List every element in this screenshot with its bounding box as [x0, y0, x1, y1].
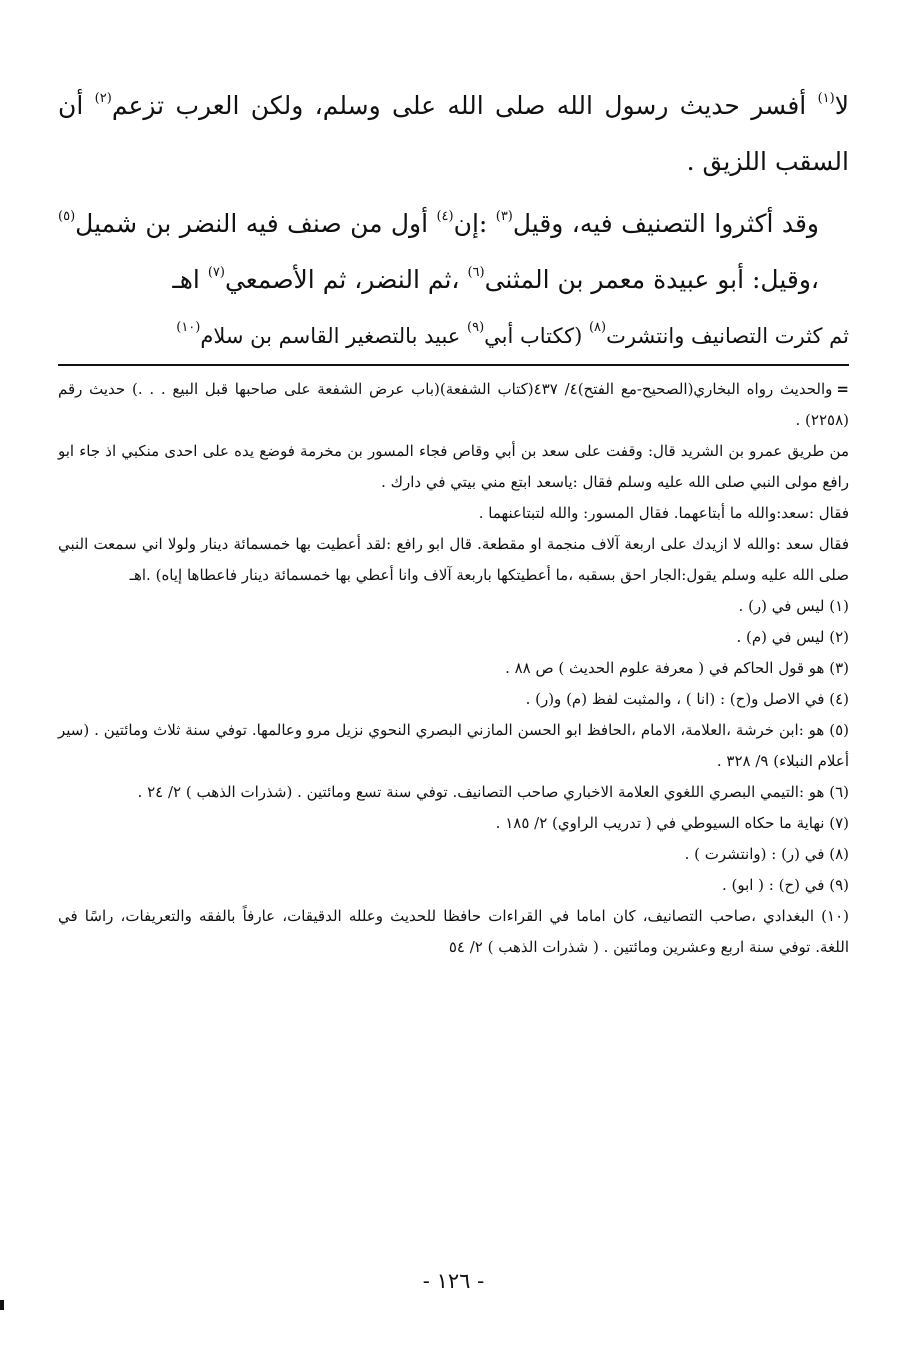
footnote-2 — [58, 622, 849, 653]
footnote-continuation — [58, 374, 849, 436]
footnote-ref-9: (٩) — [467, 320, 485, 335]
footnote-text: (٩) في (ح) : ( ابو) . — [721, 876, 849, 894]
text-run: (ككتاب أبي — [484, 324, 589, 348]
footnote-7 — [58, 808, 849, 839]
footnote-ref-8: (٨) — [588, 320, 607, 335]
text-run: ،ثم النضر، ثم الأصمعي — [224, 265, 468, 294]
text-run: أن السقب اللزيق . — [58, 91, 849, 176]
footnote-ref-2: (٢) — [94, 91, 112, 106]
footnote-ref-10: (١٠) — [176, 320, 201, 335]
text-run: ثم كثرت التصانيف وانتشرت — [606, 324, 849, 348]
page-number: - ١٢٦ - — [422, 1269, 485, 1293]
footnote-ref-5: (٥) — [58, 209, 76, 224]
text-run: ،وقيل: أبو عبيدة معمر بن المثنى — [484, 265, 819, 294]
footnote-9 — [58, 870, 849, 901]
text-run: وقد أكثروا التصنيف فيه، وقيل — [512, 209, 819, 238]
footnote-text: فقال :سعد:والله ما أبتاعهما. فقال المسور: والله لتبتاعنهما . — [478, 504, 849, 522]
footnote-text: فقال سعد :والله لا ازيدك على اربعة آلاف منجمة او مقطعة. قال ابو رافع :لقد أعطيت بها خمسمائة دينار ولولا اني سمعت النبي صلى الله عليه وسلم يقول:الجار احق بسقبه ،ما أعطيتكها باربعة آلاف وانا أعطي بها خمسمائة دينار فاعطاها إياه) .اهـ — [58, 535, 849, 584]
book-page — [58, 78, 849, 1307]
footnote-text: والحديث رواه البخاري(الصحيح-مع الفتح)٤/ ٤٣٧(كتاب الشفعة)(باب عرض الشفعة على صاحبها قبل البيع . . .) حديث رقم (٢٢٥٨) . — [58, 380, 849, 429]
footnote-ref-4: (٤) — [436, 209, 454, 224]
text-run: أفسر حديث رسول الله صلى الله على وسلم، ولكن العرب تزعم — [111, 91, 818, 120]
footnote-text: (٥) هو :ابن خرشة ،العلامة، الامام ،الحافظ ابو الحسن المازني البصري النحوي نزيل مرو وعالمها. توفي سنة ثلاث ومائتين . (سير أعلام النبلاء) ٩/ ٣٢٨ . — [58, 721, 849, 770]
footnote-text: (٨) في (ر) : (وانتشرت ) . — [684, 845, 849, 863]
footnote-continuation — [58, 498, 849, 529]
footnote-3 — [58, 653, 849, 684]
text-run: لا — [834, 91, 849, 120]
text-run: عبيد بالتصغير القاسم بن سلام — [200, 324, 467, 348]
footnote-ref-1: (١) — [817, 91, 835, 106]
footnote-text: (٣) هو قول الحاكم في ( معرفة علوم الحديث ) ص ٨٨ . — [505, 659, 849, 677]
footnotes — [58, 374, 849, 963]
footnote-text: من طريق عمرو بن الشريد قال: وقفت على سعد بن أبي وقاص فجاء المسور بن مخرمة فوضع يده على احدى منكبي اذ جاء ابو رافع مولى النبي صلى الله عليه وسلم فقال :ياسعد ابتع مني بيتي في دارك . — [58, 442, 849, 491]
footnote-1 — [58, 591, 849, 622]
continuation-mark: = — [836, 380, 849, 398]
footnote-6 — [58, 777, 849, 808]
footnote-text: (٤) في الاصل و(ح) : (انا ) ، والمثبت لفظ (م) و(ر) . — [525, 690, 849, 708]
footnote-ref-3: (٣) — [495, 209, 513, 224]
footnote-text: (٦) هو :التيمي البصري اللغوي العلامة الاخباري صاحب التصانيف. توفي سنة تسع ومائتين . (شذرات الذهب ) ٢/ ٢٤ . — [137, 783, 849, 801]
main-text — [58, 78, 849, 308]
main-paragraph-2 — [58, 196, 849, 308]
footnote-text: (٢) ليس في (م) . — [736, 628, 849, 646]
scan-mark — [0, 1300, 4, 1310]
footnote-text: (١) ليس في (ر) . — [738, 597, 849, 615]
footnote-4 — [58, 684, 849, 715]
text-run: اهـ — [172, 265, 208, 294]
footnote-text: (١٠) البغدادي ،صاحب التصانيف، كان اماما في القراءات حافظا للحديث وعلله الدقيقات، عارفاً بالفقه والتعريفات، راسًا في اللغة. توفي سنة اربع وعشرين ومائتين . ( شذرات الذهب ) ٢/ ٥٤ — [58, 907, 849, 956]
main-paragraph-1 — [58, 78, 849, 190]
footnote-continuation — [58, 529, 849, 591]
footnote-ref-7: (٧) — [207, 265, 225, 280]
footnote-continuation — [58, 436, 849, 498]
footnote-ref-6: (٦) — [467, 265, 485, 280]
main-paragraph-3 — [58, 314, 849, 366]
footnote-10 — [58, 901, 849, 963]
footnote-8 — [58, 839, 849, 870]
footnote-5 — [58, 715, 849, 777]
text-run: :إن — [453, 209, 496, 238]
footnote-text: (٧) نهاية ما حكاه السيوطي في ( تدريب الراوي) ٢/ ١٨٥ . — [495, 814, 849, 832]
text-run: أول من صنف فيه النضر بن شميل — [75, 209, 437, 238]
